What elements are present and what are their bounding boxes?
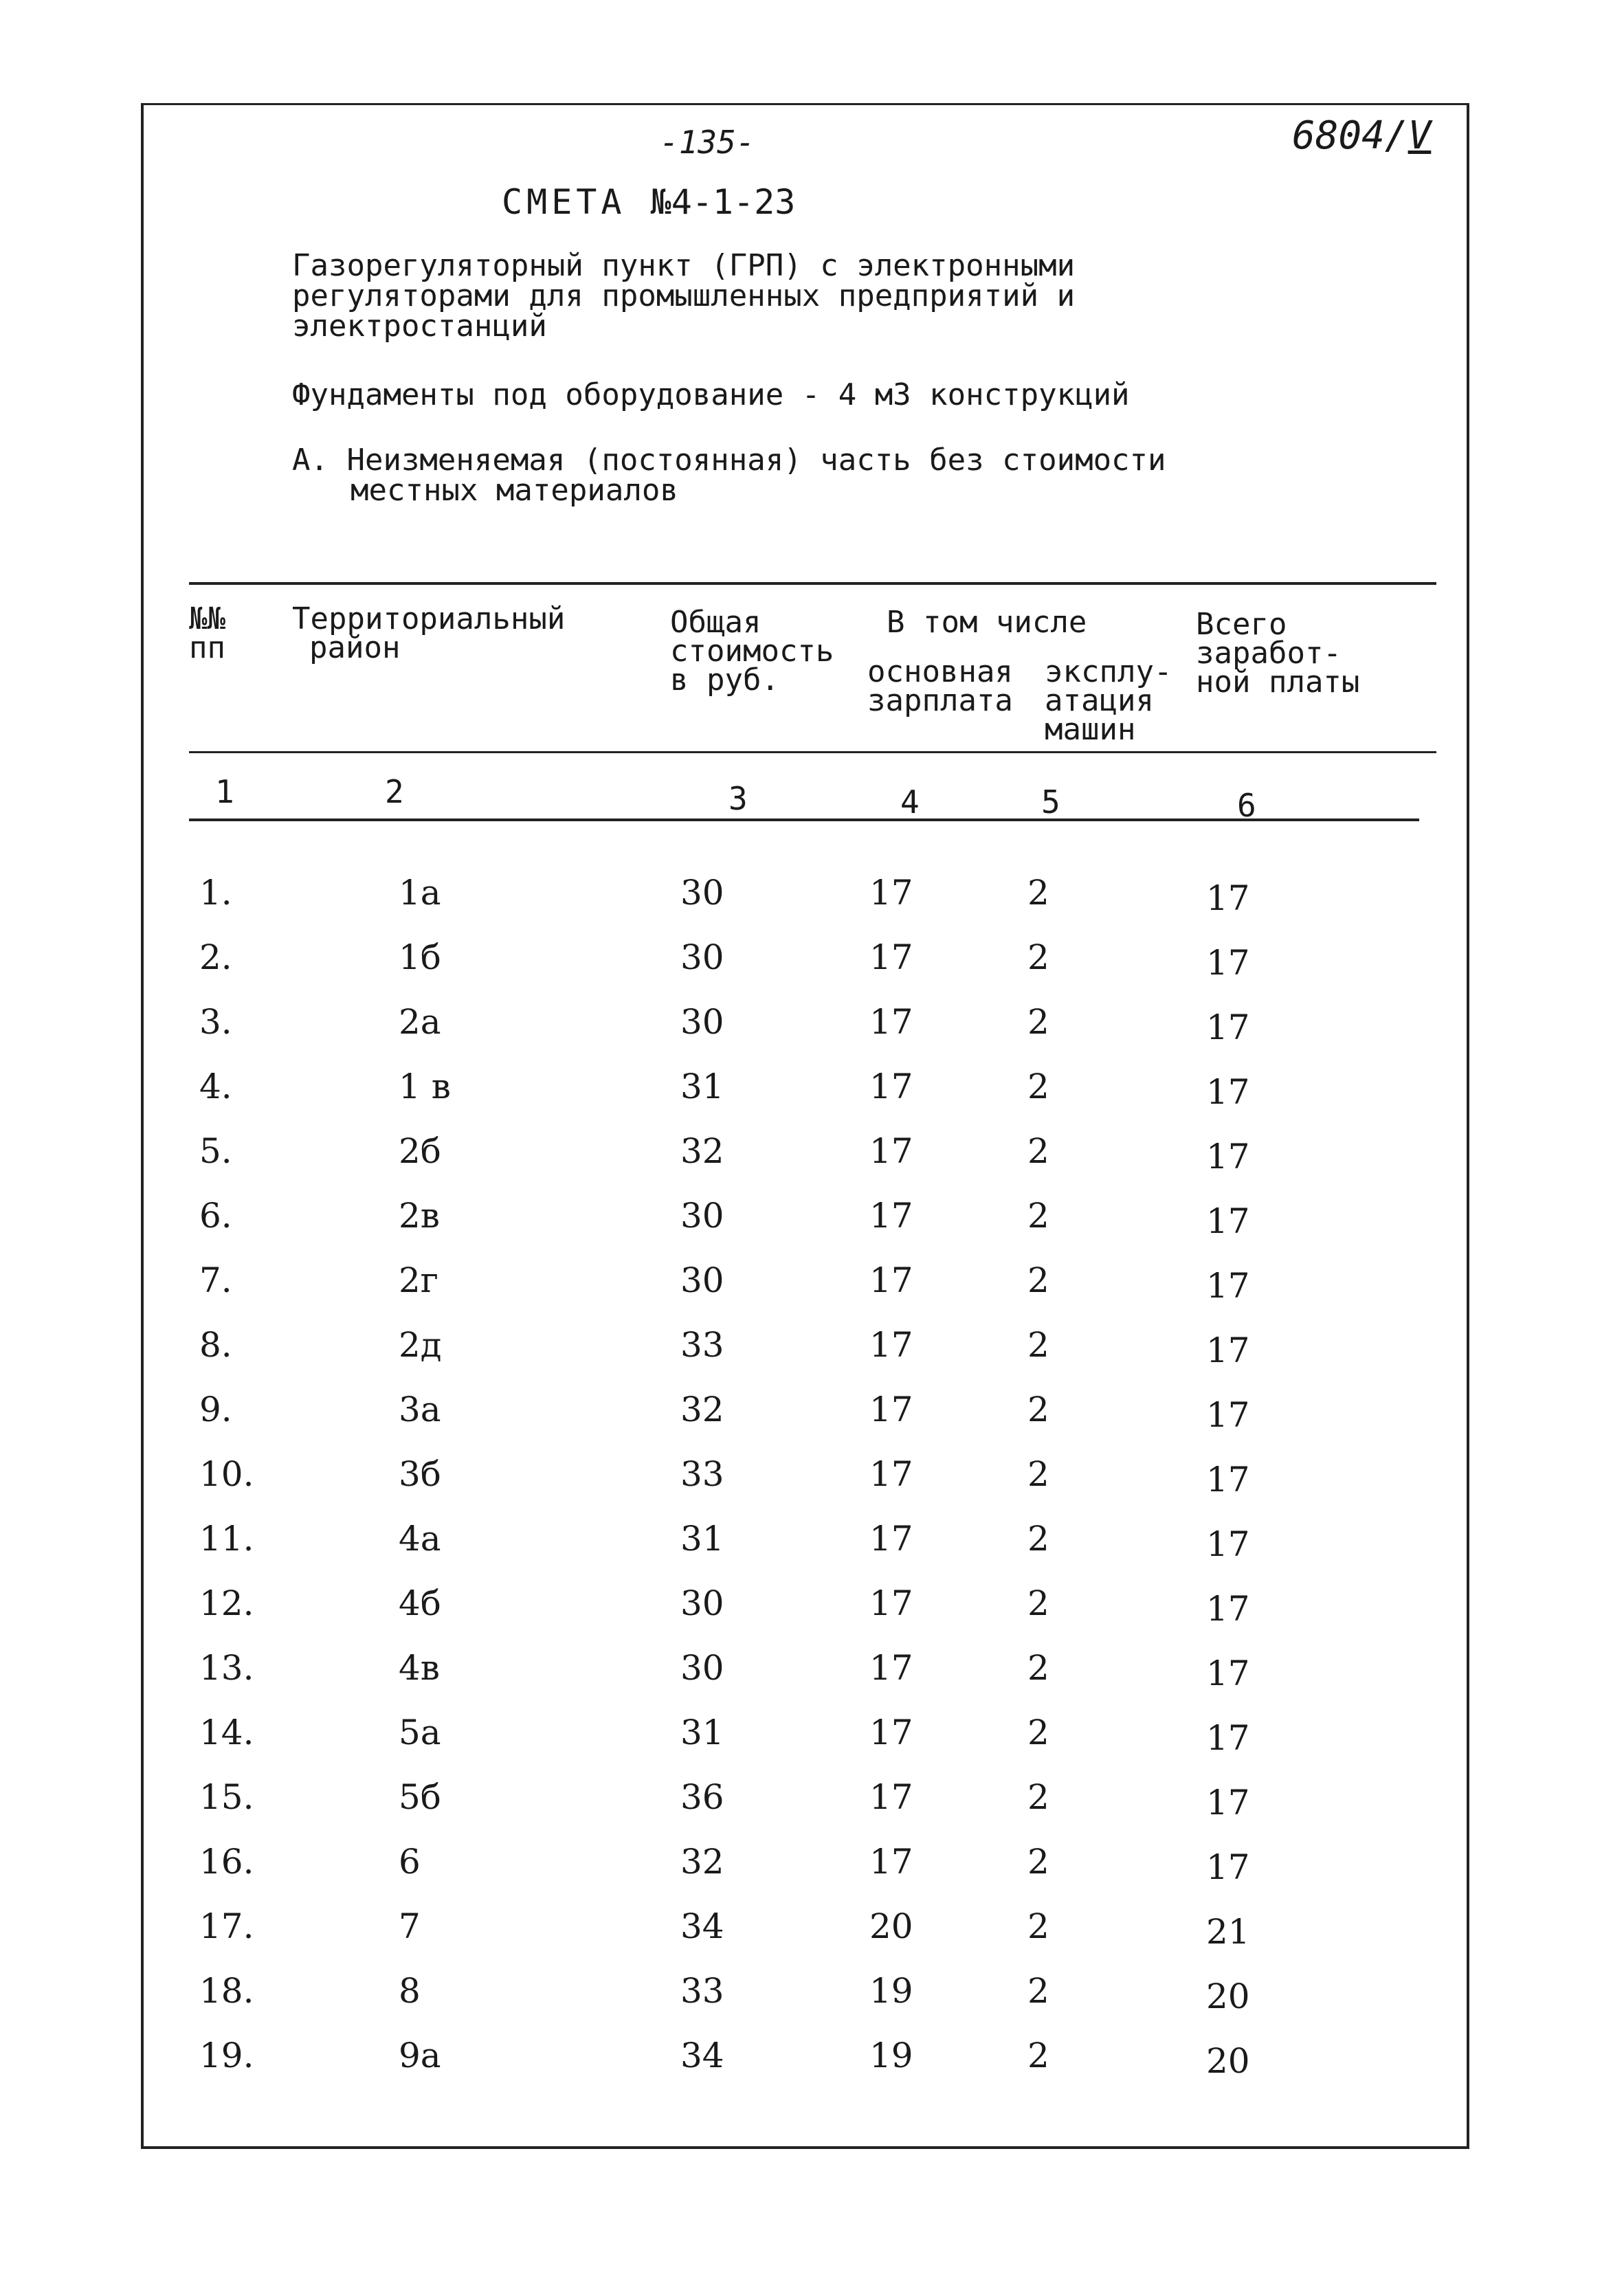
row-district: 4а bbox=[399, 1519, 441, 1559]
row-district: 6 bbox=[399, 1842, 421, 1882]
header-col-total-cost: Общая стоимость в руб. bbox=[670, 605, 834, 698]
row-number: 11. bbox=[199, 1519, 254, 1559]
row-machines: 2 bbox=[1027, 1131, 1049, 1171]
row-machines: 2 bbox=[1027, 1325, 1049, 1365]
row-total-cost: 32 bbox=[680, 1390, 724, 1429]
row-district: 5а bbox=[399, 1713, 441, 1752]
row-number: 10. bbox=[199, 1454, 254, 1494]
page-number: -135- bbox=[660, 124, 755, 161]
row-machines: 2 bbox=[1027, 1842, 1049, 1882]
row-total-cost: 30 bbox=[680, 1196, 724, 1236]
row-district: 4в bbox=[399, 1648, 440, 1688]
row-machines: 2 bbox=[1027, 2036, 1049, 2075]
table-colnum-rule bbox=[189, 818, 1419, 821]
row-number: 7. bbox=[199, 1260, 232, 1300]
row-district: 1 в bbox=[399, 1067, 451, 1106]
column-number: 2 bbox=[385, 773, 404, 810]
row-total-wages: 17 bbox=[1206, 1589, 1250, 1629]
row-number: 14. bbox=[199, 1713, 254, 1752]
header-col-number: №№ пп bbox=[189, 601, 225, 665]
row-total-cost: 34 bbox=[680, 2036, 724, 2075]
row-total-wages: 17 bbox=[1206, 1653, 1250, 1693]
row-wages: 17 bbox=[869, 1583, 913, 1623]
row-machines: 2 bbox=[1027, 1067, 1049, 1106]
row-total-wages: 17 bbox=[1206, 1847, 1250, 1887]
row-wages: 17 bbox=[869, 873, 913, 913]
row-wages: 17 bbox=[869, 1454, 913, 1494]
row-district: 1б bbox=[399, 937, 441, 977]
column-number: 1 bbox=[215, 773, 234, 810]
row-wages: 17 bbox=[869, 1777, 913, 1817]
row-number: 15. bbox=[199, 1777, 254, 1817]
row-wages: 17 bbox=[869, 1842, 913, 1882]
row-wages: 17 bbox=[869, 1067, 913, 1106]
description-line: регуляторами для промышленных предприятий и bbox=[292, 278, 1076, 313]
row-machines: 2 bbox=[1027, 873, 1049, 913]
row-number: 16. bbox=[199, 1842, 254, 1882]
row-number: 19. bbox=[199, 2036, 254, 2075]
table-top-rule bbox=[189, 582, 1436, 585]
row-total-wages: 17 bbox=[1206, 1524, 1250, 1564]
column-number: 4 bbox=[900, 783, 920, 821]
estimate-title bbox=[502, 182, 795, 222]
row-number: 9. bbox=[199, 1390, 232, 1429]
row-number: 2. bbox=[199, 937, 232, 977]
row-wages: 17 bbox=[869, 1131, 913, 1171]
description-line: электростанций bbox=[292, 309, 547, 344]
document-number-main: 6804/ bbox=[1292, 113, 1408, 158]
table-header-rule bbox=[189, 751, 1436, 753]
row-total-wages: 17 bbox=[1206, 878, 1250, 918]
row-district: 7 bbox=[399, 1906, 421, 1946]
row-machines: 2 bbox=[1027, 1519, 1049, 1559]
row-district: 2а bbox=[399, 1002, 441, 1042]
row-number: 3. bbox=[199, 1002, 232, 1042]
row-total-wages: 17 bbox=[1206, 1330, 1250, 1370]
row-district: 4б bbox=[399, 1583, 441, 1623]
row-total-cost: 30 bbox=[680, 1002, 724, 1042]
row-district: 2в bbox=[399, 1196, 440, 1236]
row-machines: 2 bbox=[1027, 1713, 1049, 1752]
header-group-including: В том числе bbox=[887, 605, 1087, 640]
header-col-machines: эксплу- атация машин bbox=[1045, 654, 1172, 747]
subtitle: Фундаменты под оборудование - 4 м3 конструкций bbox=[292, 377, 1130, 412]
row-machines: 2 bbox=[1027, 1583, 1049, 1623]
section-line-1: А. Неизменяемая (постоянная) часть без стоимости bbox=[292, 443, 1166, 478]
row-machines: 2 bbox=[1027, 1454, 1049, 1494]
row-number: 17. bbox=[199, 1906, 254, 1946]
row-total-cost: 36 bbox=[680, 1777, 724, 1817]
row-wages: 17 bbox=[869, 1648, 913, 1688]
row-total-wages: 17 bbox=[1206, 1783, 1250, 1823]
row-wages: 17 bbox=[869, 1390, 913, 1429]
row-district: 3а bbox=[399, 1390, 441, 1429]
row-number: 4. bbox=[199, 1067, 232, 1106]
row-number: 1. bbox=[199, 873, 232, 913]
document-number-fraction: V bbox=[1408, 113, 1432, 158]
row-total-wages: 17 bbox=[1206, 1395, 1250, 1435]
row-number: 18. bbox=[199, 1971, 254, 2011]
row-machines: 2 bbox=[1027, 1196, 1049, 1236]
row-total-wages: 17 bbox=[1206, 1007, 1250, 1047]
row-total-wages: 17 bbox=[1206, 943, 1250, 983]
row-wages: 20 bbox=[869, 1906, 913, 1946]
row-machines: 2 bbox=[1027, 1002, 1049, 1042]
row-district: 3б bbox=[399, 1454, 441, 1494]
row-wages: 17 bbox=[869, 1325, 913, 1365]
column-number: 5 bbox=[1041, 783, 1060, 821]
row-wages: 17 bbox=[869, 1713, 913, 1752]
row-machines: 2 bbox=[1027, 1648, 1049, 1688]
row-total-wages: 17 bbox=[1206, 1072, 1250, 1112]
row-machines: 2 bbox=[1027, 1390, 1049, 1429]
row-total-wages: 17 bbox=[1206, 1137, 1250, 1177]
description bbox=[292, 248, 1076, 344]
row-total-cost: 30 bbox=[680, 1260, 724, 1300]
row-number: 8. bbox=[199, 1325, 232, 1365]
row-district: 9а bbox=[399, 2036, 441, 2075]
row-total-cost: 30 bbox=[680, 1583, 724, 1623]
row-number: 12. bbox=[199, 1583, 254, 1623]
row-wages: 19 bbox=[869, 1971, 913, 2011]
document-number bbox=[1292, 113, 1431, 158]
row-machines: 2 bbox=[1027, 1777, 1049, 1817]
column-number: 3 bbox=[728, 780, 748, 817]
row-total-cost: 33 bbox=[680, 1325, 724, 1365]
row-machines: 2 bbox=[1027, 1906, 1049, 1946]
row-total-cost: 30 bbox=[680, 873, 724, 913]
title-prefix: СМЕТА bbox=[502, 182, 626, 222]
row-total-cost: 30 bbox=[680, 937, 724, 977]
row-total-cost: 33 bbox=[680, 1971, 724, 2011]
row-wages: 17 bbox=[869, 937, 913, 977]
row-total-cost: 30 bbox=[680, 1648, 724, 1688]
row-district: 2б bbox=[399, 1131, 441, 1171]
row-total-cost: 33 bbox=[680, 1454, 724, 1494]
section-line-2: местных материалов bbox=[351, 473, 678, 508]
row-number: 6. bbox=[199, 1196, 232, 1236]
row-number: 13. bbox=[199, 1648, 254, 1688]
row-total-cost: 31 bbox=[680, 1713, 724, 1752]
column-number: 6 bbox=[1237, 787, 1256, 824]
row-wages: 17 bbox=[869, 1519, 913, 1559]
row-total-cost: 32 bbox=[680, 1131, 724, 1171]
row-district: 1а bbox=[399, 873, 441, 913]
description-line: Газорегуляторный пункт (ГРП) с электронными bbox=[292, 248, 1076, 283]
row-machines: 2 bbox=[1027, 937, 1049, 977]
row-total-wages: 21 bbox=[1206, 1912, 1250, 1952]
row-wages: 19 bbox=[869, 2036, 913, 2075]
row-total-wages: 17 bbox=[1206, 1718, 1250, 1758]
row-total-cost: 31 bbox=[680, 1067, 724, 1106]
row-wages: 17 bbox=[869, 1002, 913, 1042]
title-code: №4-1-23 bbox=[650, 182, 796, 222]
row-total-cost: 34 bbox=[680, 1906, 724, 1946]
header-col-total-wages: Всего заработ- ной платы bbox=[1196, 607, 1360, 700]
row-district: 5б bbox=[399, 1777, 441, 1817]
row-total-wages: 20 bbox=[1206, 1976, 1250, 2016]
row-wages: 17 bbox=[869, 1196, 913, 1236]
row-machines: 2 bbox=[1027, 1260, 1049, 1300]
header-col-wages: основная зарплата bbox=[867, 654, 1013, 718]
header-col-district: Территориальный район bbox=[292, 601, 566, 665]
row-total-cost: 31 bbox=[680, 1519, 724, 1559]
row-total-wages: 17 bbox=[1206, 1460, 1250, 1500]
row-total-wages: 17 bbox=[1206, 1266, 1250, 1306]
row-district: 8 bbox=[399, 1971, 421, 2011]
row-number: 5. bbox=[199, 1131, 232, 1171]
row-total-wages: 17 bbox=[1206, 1201, 1250, 1241]
row-district: 2д bbox=[399, 1325, 442, 1365]
row-wages: 17 bbox=[869, 1260, 913, 1300]
row-machines: 2 bbox=[1027, 1971, 1049, 2011]
row-district: 2г bbox=[399, 1260, 439, 1300]
row-total-wages: 20 bbox=[1206, 2041, 1250, 2081]
row-total-cost: 32 bbox=[680, 1842, 724, 1882]
section-heading bbox=[292, 445, 1166, 506]
